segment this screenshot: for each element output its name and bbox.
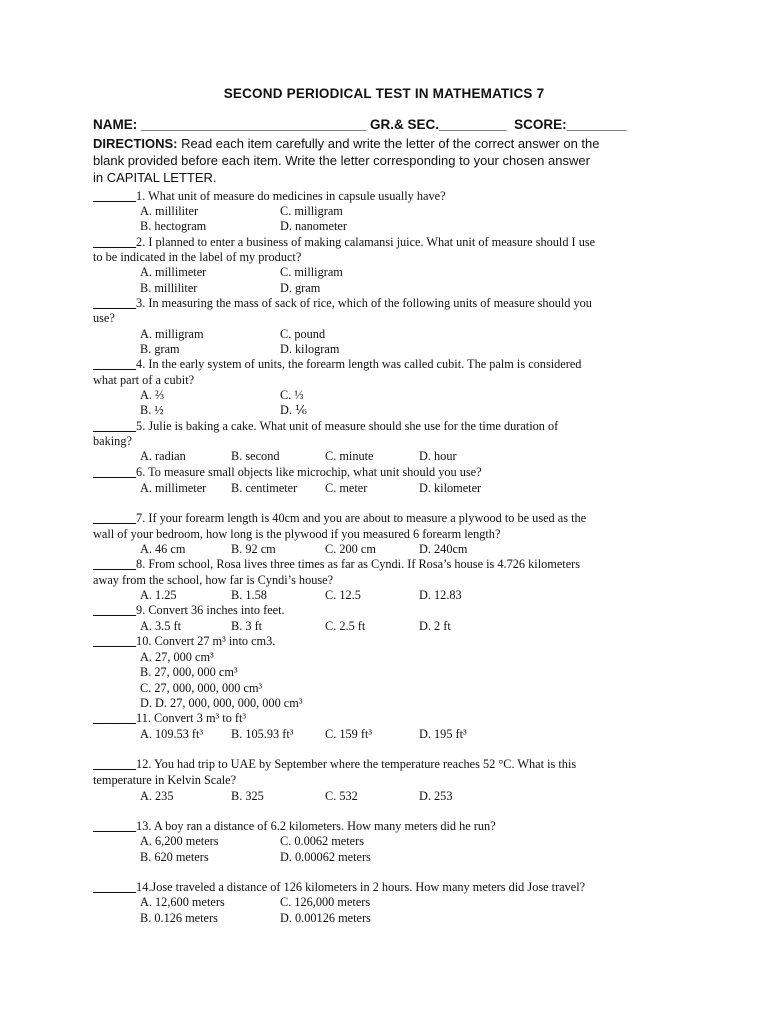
option: D. 240cm	[419, 542, 468, 556]
option: C. pound	[280, 327, 326, 341]
question-3: _______3. In measuring the mass of sack of rice, which of the following units of measure should you	[93, 296, 592, 310]
option: A. ⅔	[140, 388, 165, 402]
option: A. 12,600 meters	[140, 895, 225, 909]
option: A. 109.53 ft³	[140, 727, 204, 741]
question-5-line-2: baking?	[93, 434, 132, 448]
option: D. D. 27, 000, 000, 000, 000 cm³	[140, 696, 303, 710]
directions-line-1: DIRECTIONS: Read each item carefully and write the letter of the correct answer on the	[93, 136, 600, 151]
option: B. ½	[140, 403, 164, 417]
option: D. hour	[419, 449, 457, 463]
question-10: _______10. Convert 27 m³ into cm3.	[93, 634, 276, 648]
option: D. 12.83	[419, 588, 462, 602]
answer-blank-3[interactable]: _______	[93, 296, 137, 310]
score-blank[interactable]: ________	[566, 117, 627, 132]
option: A. 1.25	[140, 588, 177, 602]
question-4: _______4. In the early system of units, the forearm length was called cubit. The palm is considered	[93, 357, 582, 371]
option: A. 3.5 ft	[140, 619, 181, 633]
answer-blank-14[interactable]: _______	[93, 880, 137, 894]
option: D. gram	[280, 281, 321, 295]
answer-blank-13[interactable]: _______	[93, 819, 137, 833]
option: C. meter	[325, 481, 368, 495]
answer-blank-5[interactable]: _______	[93, 419, 137, 433]
question-12-line-2: temperature in Kelvin Scale?	[93, 773, 237, 787]
question-7: _______7. If your forearm length is 40cm and you are about to measure a plywood to be used as the	[93, 511, 587, 525]
option: B. 92 cm	[231, 542, 276, 556]
option: D. 0.00062 meters	[280, 850, 371, 864]
header-row	[93, 117, 627, 132]
option: C. minute	[325, 449, 374, 463]
option: C. 2.5 ft	[325, 619, 366, 633]
option: A. 235	[140, 789, 174, 803]
question-2: _______2. I planned to enter a business of making calamansi juice. What unit of measure should I use	[93, 235, 596, 249]
option: B. 1.58	[231, 588, 267, 602]
option: A. millimeter	[140, 481, 207, 495]
option: C. 0.0062 meters	[280, 834, 365, 848]
option: B. gram	[140, 342, 180, 356]
question-11: _______11. Convert 3 m³ to ft³	[93, 711, 247, 725]
option: C. 159 ft³	[325, 727, 373, 741]
question-12: _______12. You had trip to UAE by September where the temperature reaches 52 °C. What is this	[93, 757, 577, 771]
score-label: SCORE:	[506, 117, 567, 132]
option: D. 2 ft	[419, 619, 451, 633]
page-title: SECOND PERIODICAL TEST IN MATHEMATICS 7	[223, 86, 545, 101]
question-14: _______14.Jose traveled a distance of 126 kilometers in 2 hours. How many meters did Jose travel?	[93, 880, 586, 894]
answer-blank-11[interactable]: _______	[93, 711, 137, 725]
question-4-line-2: what part of a cubit?	[93, 373, 195, 387]
option: D. kilometer	[419, 481, 482, 495]
answer-blank-7[interactable]: _______	[93, 511, 137, 525]
option: B. 620 meters	[140, 850, 209, 864]
option: C. 200 cm	[325, 542, 376, 556]
option: A. radian	[140, 449, 186, 463]
question-1: _______1. What unit of measure do medicines in capsule usually have?	[93, 189, 446, 203]
option: A. 6,200 meters	[140, 834, 219, 848]
option: A. 27, 000 cm³	[140, 650, 214, 664]
answer-blank-4[interactable]: _______	[93, 357, 137, 371]
grade-section-label: GR.& SEC.	[366, 117, 440, 132]
option: D. 195 ft³	[419, 727, 467, 741]
option: C. 12.5	[325, 588, 361, 602]
option: B. 27, 000, 000 cm³	[140, 665, 238, 679]
option: C. milligram	[280, 265, 343, 279]
directions-label: DIRECTIONS:	[93, 136, 178, 151]
option: D. 253	[419, 789, 453, 803]
option: A. 46 cm	[140, 542, 186, 556]
question-5: _______5. Julie is baking a cake. What unit of measure should she use for the time duration of	[93, 419, 559, 433]
option: B. 3 ft	[231, 619, 263, 633]
grade-section-blank[interactable]: _________	[439, 117, 507, 132]
question-13: _______13. A boy ran a distance of 6.2 kilometers. How many meters did he run?	[93, 819, 496, 833]
option: C. 126,000 meters	[280, 895, 371, 909]
question-2-line-2: to be indicated in the label of my product?	[93, 250, 302, 264]
option: D. nanometer	[280, 219, 347, 233]
name-label: NAME:	[93, 117, 141, 132]
option: B. 0.126 meters	[140, 911, 218, 925]
question-8: _______8. From school, Rosa lives three times as far as Cyndi. If Rosa’s house is 4.726 kilometers	[93, 557, 581, 571]
option: B. centimeter	[231, 481, 298, 495]
question-9: _______9. Convert 36 inches into feet.	[93, 603, 285, 617]
answer-blank-1[interactable]: _______	[93, 189, 137, 203]
option: C. ⅓	[280, 388, 304, 402]
answer-blank-12[interactable]: _______	[93, 757, 137, 771]
answer-blank-6[interactable]: _______	[93, 465, 137, 479]
name-blank[interactable]: ______________________________	[141, 117, 367, 132]
directions-line-2: blank provided before each item. Write the letter corresponding to your chosen answer	[93, 153, 590, 168]
option: D. 0.00126 meters	[280, 911, 371, 925]
question-3-line-2: use?	[93, 311, 115, 325]
directions-line-3: in CAPITAL LETTER.	[93, 170, 217, 185]
answer-blank-9[interactable]: _______	[93, 603, 137, 617]
question-7-line-2: wall of your bedroom, how long is the plywood if you measured 6 forearm length?	[93, 527, 501, 541]
option: B. 325	[231, 789, 264, 803]
answer-blank-2[interactable]: _______	[93, 235, 137, 249]
question-6: _______6. To measure small objects like microchip, what unit should you use?	[93, 465, 482, 479]
option: A. milligram	[140, 327, 204, 341]
option: B. second	[231, 449, 280, 463]
option: D. ⅙	[280, 403, 307, 417]
option: C. 27, 000, 000, 000 cm³	[140, 681, 263, 695]
option: B. milliliter	[140, 281, 198, 295]
option: D. kilogram	[280, 342, 340, 356]
option: B. hectogram	[140, 219, 207, 233]
option: C. milligram	[280, 204, 343, 218]
answer-blank-10[interactable]: _______	[93, 634, 137, 648]
option: B. 105.93 ft³	[231, 727, 294, 741]
question-8-line-2: away from the school, how far is Cyndi’s house?	[93, 573, 334, 587]
option: A. millimeter	[140, 265, 207, 279]
option: A. milliliter	[140, 204, 199, 218]
option: C. 532	[325, 789, 358, 803]
answer-blank-8[interactable]: _______	[93, 557, 137, 571]
